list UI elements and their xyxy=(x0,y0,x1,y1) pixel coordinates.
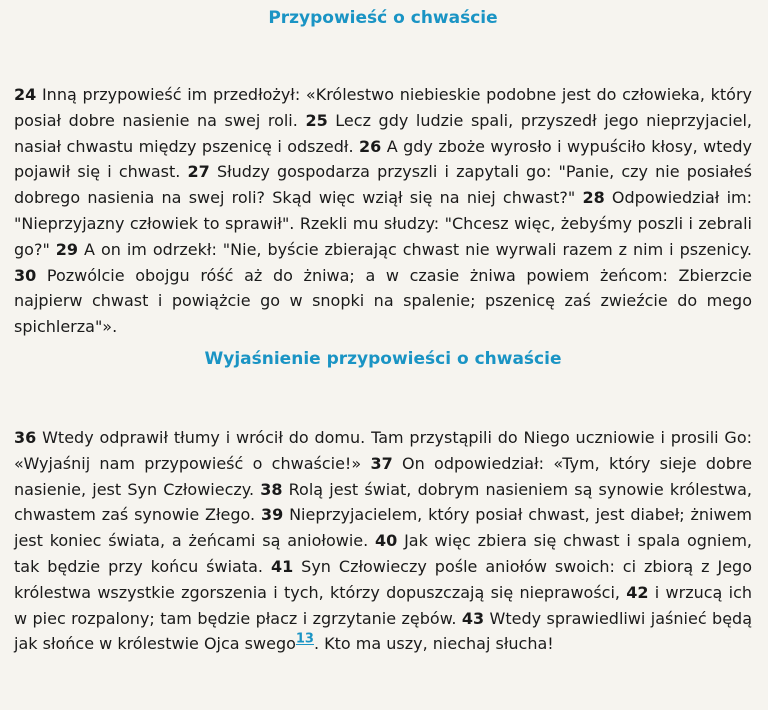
verse-number: 38 xyxy=(260,479,283,499)
verse-number: 26 xyxy=(359,136,382,156)
parable-paragraph xyxy=(14,82,752,340)
verse-number: 37 xyxy=(370,453,393,473)
verse-number: 24 xyxy=(14,85,37,104)
explanation-paragraph xyxy=(14,425,752,657)
section-heading-explanation: Wyjaśnienie przypowieści o chwaście xyxy=(204,348,562,369)
verse-text: i wrzucą ich w piec rozpalony; tam będzie płacz i zgrzytanie zębów. xyxy=(14,582,753,628)
verse-text: Rolą jest świat, dobrym nasieniem są synowie królestwa, chwastem zaś synowie Złego. xyxy=(14,479,753,525)
verse-number: 30 xyxy=(14,265,37,285)
verse-text: Wtedy sprawiedliwi jaśnieć będą jak słońce w królestwie Ojca swego xyxy=(14,608,753,654)
verse-text: Syn Człowieczy pośle aniołów swoich: ci zbiorą z Jego królestwa wszystkie zgorszenia i tych, którzy dopuszczają się nieprawości, xyxy=(14,556,752,602)
verse-number: 28 xyxy=(582,188,605,208)
verse-number: 41 xyxy=(270,556,294,576)
verse-text: A gdy zboże wyrosło i wypuściło kłosy, wtedy pojawił się i chwast. xyxy=(14,136,752,182)
verse-number: 43 xyxy=(461,608,485,628)
verse-text: Inną przypowieść im przedłożył: «Królestwo niebieskie podobne jest do człowieka, który posiał dobre nasienie na swej roli. xyxy=(14,85,752,130)
verse-number: 29 xyxy=(55,239,79,259)
verse-text: Nieprzyjacielem, który posiał chwast, jest diabeł; żniwem jest koniec świata, a żeńcami są aniołowie. xyxy=(14,505,752,551)
verse-text: Odpowiedział im: "Nieprzyjazny człowiek to sprawił". Rzekli mu słudzy: "Chcesz więc, żebyśmy poszli i zebrali go?" xyxy=(14,188,753,259)
verse-text: On odpowiedział: «Tym, który sieje dobre nasienie, jest Syn Człowieczy. xyxy=(14,453,753,499)
verse-number: 27 xyxy=(187,162,210,182)
verse-text: Słudzy gospodarza przyszli i zapytali go: "Panie, czy nie posiałeś dobrego nasienia na swej roli? Skąd więc wziął się na niej chwast?" xyxy=(14,162,752,208)
verse-number: 42 xyxy=(626,582,649,602)
verse-number: 25 xyxy=(305,110,328,130)
verse-text: A on im odrzekł: "Nie, byście zbierając chwast nie wyrwali razem z nim i pszenicy. xyxy=(78,239,752,259)
verse-text: Pozwólcie obojgu róść aż do żniwa; a w czasie żniwa powiem żeńcom: Zbierzcie najpierw chwast i powiążcie go w snopki na spalenie; pszenicę zaś zwieźcie do mego spichlerza"». xyxy=(14,265,752,337)
section-heading-parable: Przypowieść o chwaście xyxy=(268,8,498,28)
verse-number: 40 xyxy=(375,531,398,551)
footnote-link[interactable]: 13 xyxy=(295,632,314,648)
verse-number: 36 xyxy=(14,427,37,447)
verse-number: 39 xyxy=(260,505,284,525)
verse-text: Wtedy odprawił tłumy i wrócił do domu. Tam przystąpili do Niego uczniowie i prosili Go: «Wyjaśnij nam przypowieść o chwaście!» xyxy=(14,427,752,473)
verse-text-continued: . Kto ma uszy, niechaj słucha! xyxy=(313,634,554,654)
verse-text: Lecz gdy ludzie spali, przyszedł jego nieprzyjaciel, nasiał chwastu między pszenicę i odszedł. xyxy=(14,110,752,156)
verse-text: Jak więc zbiera się chwast i spala ogniem, tak będzie przy końcu świata. xyxy=(14,531,752,576)
